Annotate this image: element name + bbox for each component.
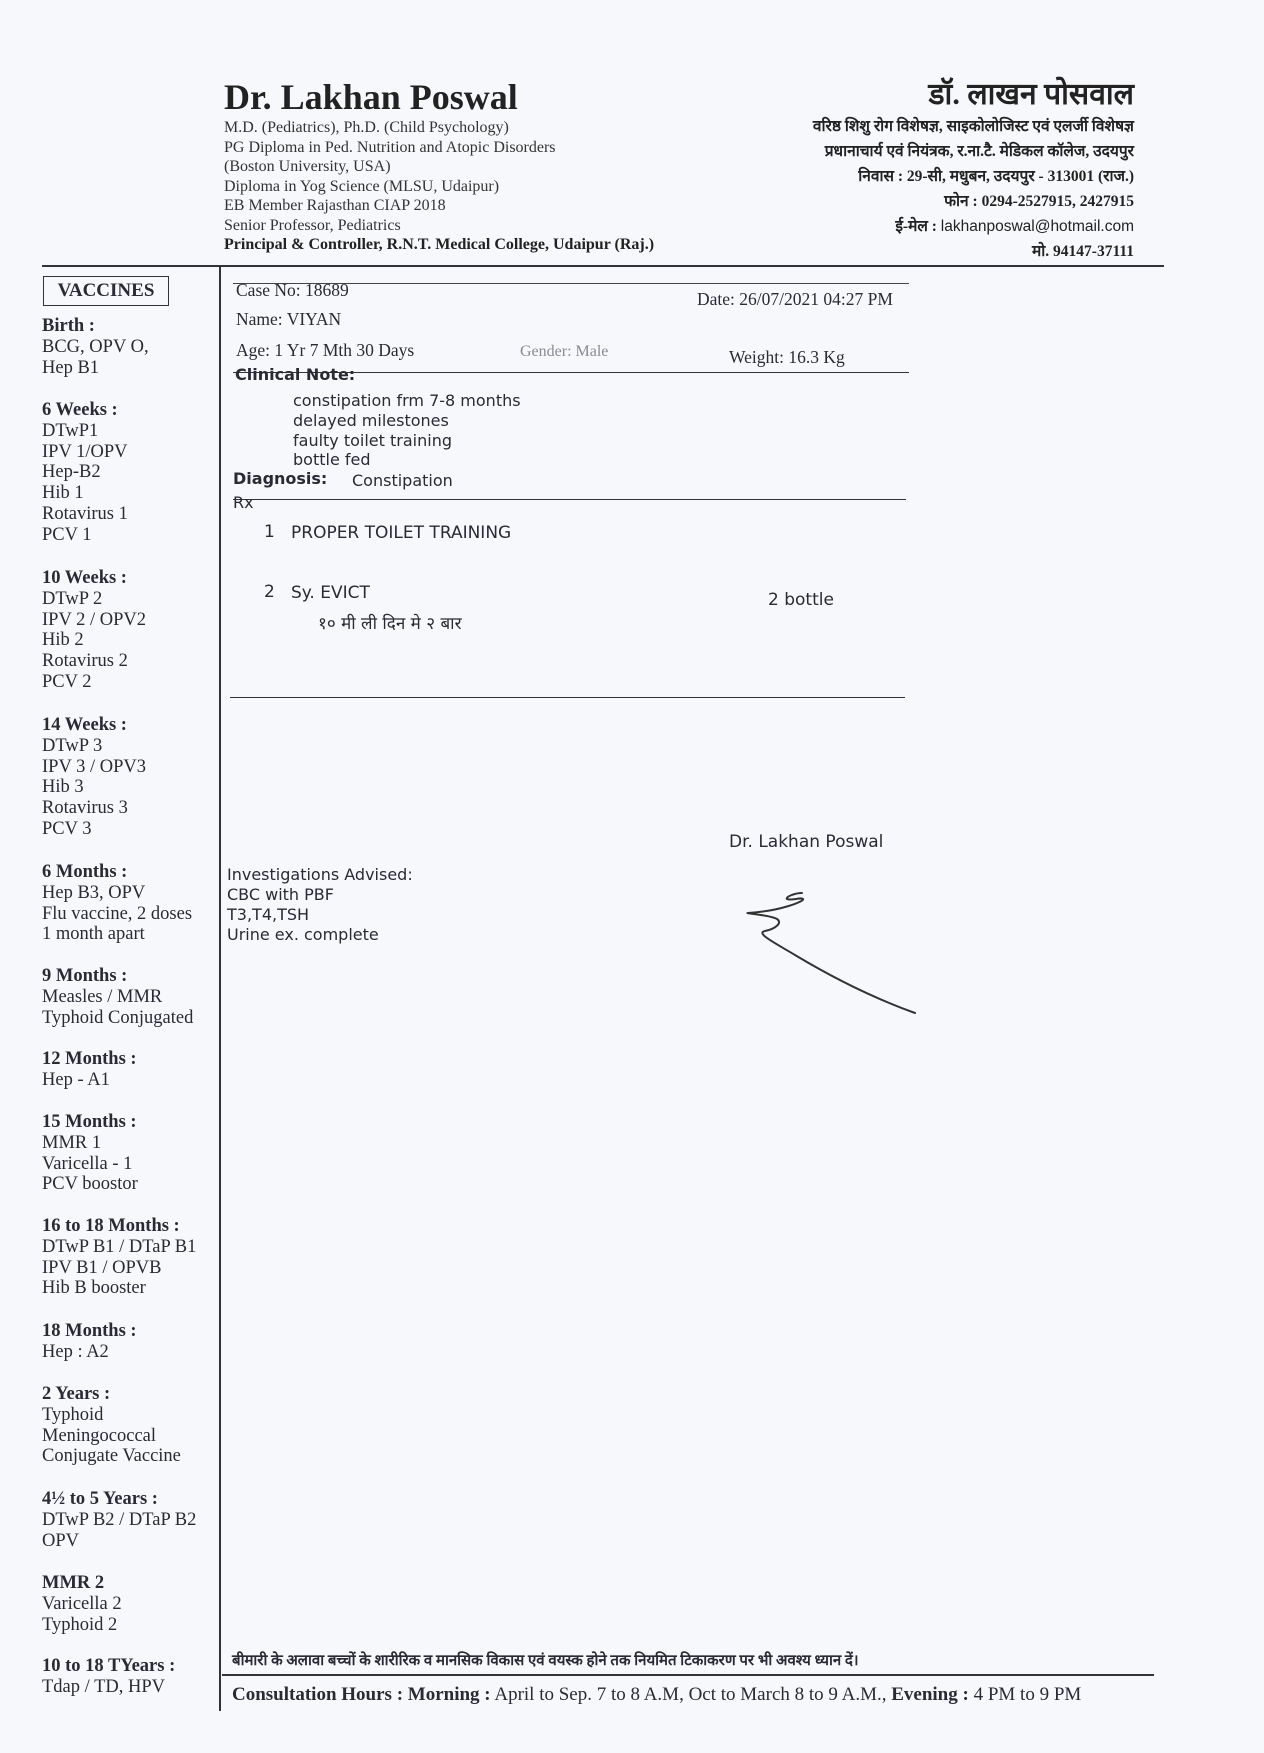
vaccine-item: BCG, OPV O, [42, 336, 149, 357]
vaccine-group-16-18-months [42, 1216, 196, 1299]
vaccine-item: PCV boostor [42, 1174, 138, 1195]
vaccine-group-12-months [42, 1049, 137, 1091]
vaccine-item: Varicella - 1 [42, 1153, 133, 1174]
qualification-line: M.D. (Pediatrics), Ph.D. (Child Psychology) [224, 119, 509, 136]
vaccine-group-15-months [42, 1112, 138, 1195]
consultation-hours-label: Consultation Hours : [232, 1684, 404, 1705]
vaccine-item: Measles / MMR [42, 986, 163, 1007]
rx-number: 2 [264, 582, 275, 602]
vaccine-group-mmr-2 [42, 1573, 122, 1635]
vaccine-item: Hep : A2 [42, 1341, 109, 1362]
visit-date: Date: 26/07/2021 04:27 PM [697, 289, 893, 309]
case-number: Case No: 18689 [236, 280, 349, 300]
vaccine-item: Hib 3 [42, 777, 84, 798]
vaccine-group-title: 10 Weeks : [42, 568, 127, 588]
vaccine-item: DTwP 3 [42, 735, 103, 756]
rx-end-rule [230, 697, 905, 698]
vaccine-item: Typhoid 2 [42, 1614, 118, 1635]
vaccine-group-title: 12 Months : [42, 1049, 137, 1069]
qualification-line: EB Member Rajasthan CIAP 2018 [224, 197, 446, 214]
patient-age: Age: 1 Yr 7 Mth 30 Days [236, 340, 415, 360]
vaccine-group-title: 4½ to 5 Years : [42, 1489, 158, 1509]
vaccine-item: Tdap / TD, HPV [42, 1676, 165, 1697]
consultation-hours [232, 1684, 1081, 1706]
vaccine-item: Hib 2 [42, 630, 84, 651]
vaccine-item: Hep - A1 [42, 1069, 110, 1090]
vaccine-item: Rotavirus 3 [42, 798, 128, 819]
doctor-sign-name: Dr. Lakhan Poswal [729, 832, 884, 852]
vaccine-item: PCV 1 [42, 524, 92, 545]
rx-medicine: Sy. EVICT [291, 583, 370, 603]
vaccine-item: Rotavirus 2 [42, 651, 128, 672]
vaccine-item: DTwP B2 / DTaP B2 [42, 1509, 197, 1530]
hindi-detail-line: वरिष्ठ शिशु रोग विशेषज्ञ, साइकोलोजिस्ट एवं एलर्जी विशेषज्ञ [812, 118, 1134, 135]
patient-gender: Gender: Male [520, 343, 609, 360]
vaccine-item: Hep B3, OPV [42, 882, 146, 903]
vaccine-group-title: MMR 2 [42, 1573, 105, 1593]
header-divider [42, 265, 1164, 267]
vaccine-item: DTwP B1 / DTaP B1 [42, 1236, 197, 1257]
qualification-line: (Boston University, USA) [224, 158, 391, 175]
mobile-line: मो. 94147-37111 [1032, 243, 1134, 260]
clinical-note-line: constipation frm 7-8 months [293, 391, 521, 410]
vaccine-item: Typhoid Conjugated [42, 1007, 194, 1028]
investigation-item: T3,T4,TSH [227, 905, 310, 924]
vaccine-group-9-months [42, 966, 193, 1028]
address-line: निवास : 29-सी, मधुबन, उदयपुर - 313001 (राज.) [858, 168, 1134, 185]
vaccine-group-title: 15 Months : [42, 1112, 137, 1132]
vaccine-item: Hep-B2 [42, 462, 101, 483]
clinical-note-label: Clinical Note: [235, 365, 356, 384]
vaccine-item: Flu vaccine, 2 doses [42, 903, 193, 924]
vaccine-item: IPV 1/OPV [42, 441, 128, 462]
rx-dosage-instruction: १० मी ली दिन मे २ बार [318, 614, 462, 634]
evening-hours: 4 PM to 9 PM [973, 1684, 1082, 1705]
vaccine-group-title: Birth : [42, 316, 95, 336]
vaccine-group-10-weeks [42, 568, 146, 693]
vaccine-group-title: 10 to 18 TYears : [42, 1656, 176, 1676]
vaccine-item: DTwP1 [42, 420, 99, 441]
investigations-label: Investigations Advised: [227, 865, 413, 884]
vaccine-group-18-months [42, 1321, 137, 1363]
diagnosis-label: Diagnosis: [233, 469, 328, 488]
qualification-line: Senior Professor, Pediatrics [224, 216, 401, 234]
vaccine-item: Hep B1 [42, 357, 100, 378]
rx-medicine: PROPER TOILET TRAINING [291, 523, 512, 543]
vaccine-group-6-months [42, 862, 192, 945]
qualification-line: PG Diploma in Ped. Nutrition and Atopic Disorders [224, 138, 556, 156]
patient-weight: Weight: 16.3 Kg [729, 347, 845, 367]
vaccine-item: Hib B booster [42, 1278, 146, 1299]
doctor-signature [735, 885, 925, 1015]
qualifications-block [224, 118, 654, 255]
clinical-note-line: delayed milestones [293, 411, 449, 430]
vaccine-group-birth [42, 316, 149, 378]
vaccine-item: OPV [42, 1530, 80, 1551]
vaccine-group-title: 14 Weeks : [42, 715, 127, 735]
vaccine-group-title: 18 Months : [42, 1321, 137, 1341]
doctor-name-hindi: डॉ. लाखन पोसवाल [928, 78, 1134, 111]
investigation-item: CBC with PBF [227, 885, 334, 904]
hindi-detail-line: प्रधानाचार्य एवं नियंत्रक, र.ना.टै. मेडिकल कॉलेज, उदयपुर [824, 143, 1134, 160]
morning-label: Morning : [407, 1684, 491, 1705]
qualification-line: Diploma in Yog Science (MLSU, Udaipur) [224, 177, 500, 195]
vaccine-item: PCV 3 [42, 818, 92, 839]
email-label: ई-मेल : [895, 218, 937, 235]
email-address: lakhanposwal@hotmail.com [940, 218, 1134, 235]
vaccine-group-6-weeks [42, 400, 128, 546]
evening-label: Evening : [891, 1684, 969, 1705]
clinical-note-line: faulty toilet training [293, 431, 452, 450]
vaccine-item: PCV 2 [42, 671, 92, 692]
rx-quantity: 2 bottle [768, 590, 834, 610]
vaccine-group-title: 9 Months : [42, 966, 128, 986]
principal-line: Principal & Controller, R.N.T. Medical College, Udaipur (Raj.) [224, 236, 655, 253]
clinical-note-line: bottle fed [293, 450, 371, 469]
vaccine-item: Typhoid [42, 1404, 104, 1425]
vaccines-title: VACCINES [43, 276, 169, 306]
vaccine-group-title: 6 Weeks : [42, 400, 118, 420]
vaccine-item: Hib 1 [42, 483, 84, 504]
morning-hours: April to Sep. 7 to 8 A.M, Oct to March 8 to 9 A.M., [494, 1684, 887, 1705]
vaccine-item: IPV 3 / OPV3 [42, 756, 146, 777]
vaccine-group-14-weeks [42, 715, 146, 840]
patient-name: Name: VIYAN [236, 309, 342, 329]
investigation-item: Urine ex. complete [227, 925, 379, 944]
vaccine-item: IPV B1 / OPVB [42, 1257, 162, 1278]
phone-line: फोन : 0294-2527915, 2427915 [944, 193, 1134, 210]
vaccine-group-2-years [42, 1384, 181, 1467]
diagnosis-value: Constipation [352, 471, 453, 490]
sidebar-divider [219, 266, 221, 1711]
vaccine-item: DTwP 2 [42, 588, 103, 609]
vaccine-item: Conjugate Vaccine [42, 1446, 181, 1467]
vaccine-group-title: 2 Years : [42, 1384, 111, 1404]
diagnosis-rule [233, 499, 906, 500]
vaccine-item: Rotavirus 1 [42, 503, 128, 524]
vaccine-item: IPV 2 / OPV2 [42, 609, 146, 630]
vaccine-item: MMR 1 [42, 1132, 102, 1153]
email-line [813, 214, 1134, 239]
vaccine-group-4-5-years [42, 1489, 196, 1551]
rx-label: Rx [233, 493, 254, 512]
vaccine-item: Varicella 2 [42, 1593, 122, 1614]
vaccine-group-10-18-years [42, 1656, 175, 1698]
footer-hindi-note: बीमारी के अलावा बच्चों के शारीरिक व मानसिक विकास एवं वयस्क होने तक नियमित टिकाकरण पर भी अवश्य ध्यान दें। [232, 1653, 859, 1669]
vaccine-group-title: 6 Months : [42, 862, 128, 882]
rx-number: 1 [264, 522, 275, 542]
vaccine-group-title: 16 to 18 Months : [42, 1216, 180, 1236]
hindi-details-block [813, 114, 1134, 264]
doctor-name-english: Dr. Lakhan Poswal [224, 77, 518, 117]
vaccine-item: Meningococcal [42, 1425, 157, 1446]
vaccine-item: 1 month apart [42, 924, 145, 945]
footer-rule [222, 1674, 1154, 1676]
